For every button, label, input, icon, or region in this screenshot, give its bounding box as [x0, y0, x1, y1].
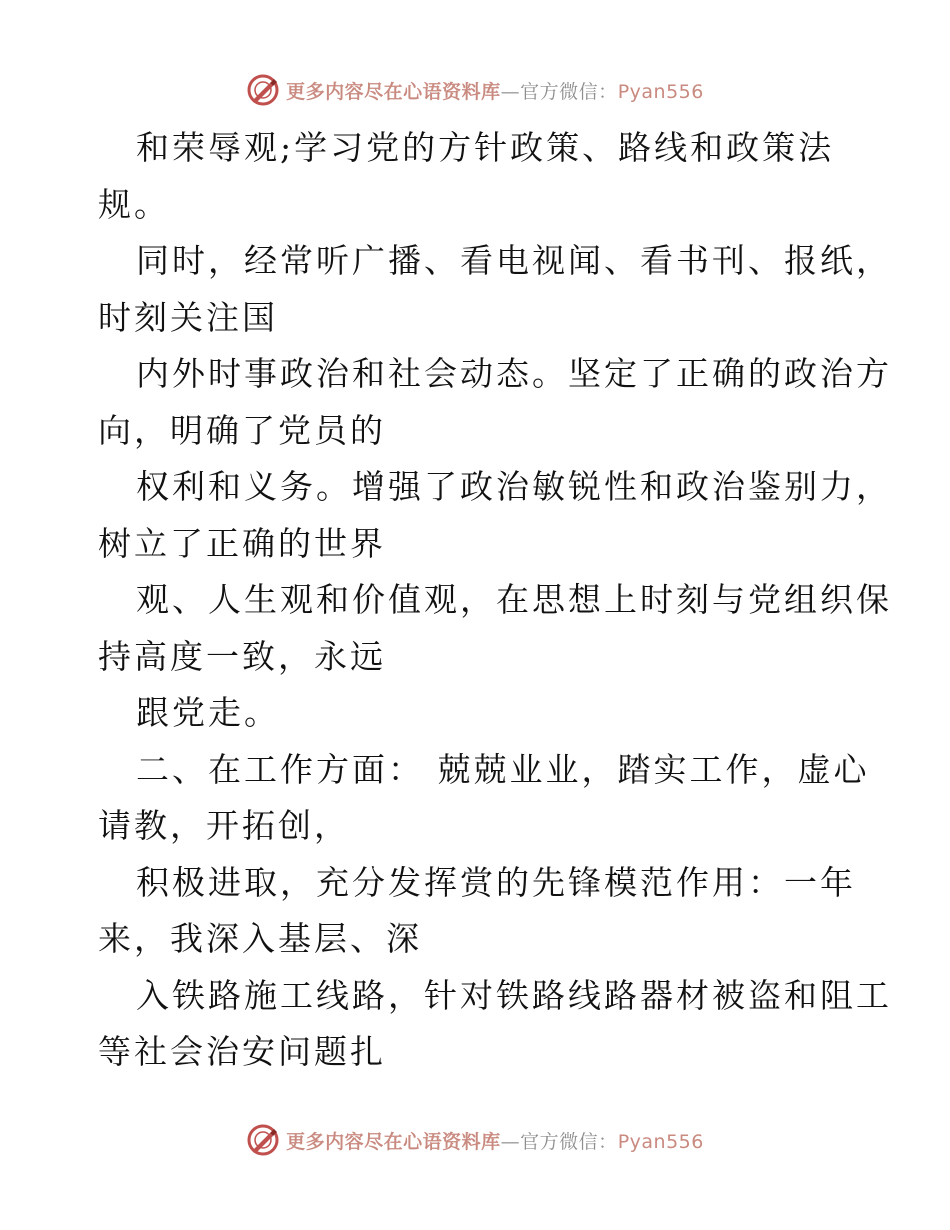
- header-dash: —: [500, 80, 521, 103]
- header-wechat-label: 官方微信：: [520, 80, 618, 103]
- body-text-line: 请教，开拓创，: [98, 806, 350, 845]
- footer-banner: [0, 1120, 950, 1160]
- body-text-line: 跟党走。: [136, 693, 280, 732]
- document-body: [98, 120, 892, 1081]
- body-text-line: 积极进取，充分发挥赏的先锋模范作用：一年: [136, 862, 856, 902]
- body-text-line: 来，我深入基层、深: [98, 919, 422, 958]
- footer-slogan: 更多内容尽在心语资料库: [286, 1130, 501, 1153]
- body-text-line: 等社会治安问题扎: [98, 1032, 386, 1071]
- footer-dash: —: [500, 1130, 521, 1153]
- body-text-line: 时刻关注国: [98, 297, 278, 337]
- header-wechat-account: Pyan556: [617, 80, 704, 103]
- body-text-line: 和荣辱观;学习党的方针政策、路线和政策法: [136, 128, 835, 167]
- header-slogan: 更多内容尽在心语资料库: [286, 80, 501, 103]
- footer-wechat-label: 官方微信：: [520, 1130, 618, 1153]
- body-text-line: 观、人生观和价值观，在思想上时刻与党组织保: [136, 580, 892, 619]
- pen-logo-icon: [246, 1123, 280, 1157]
- body-text-line: 入铁路施工线路，针对铁路线路器材被盗和阻工: [136, 975, 892, 1015]
- body-text-line: 规。: [98, 184, 170, 224]
- footer-wechat-account: Pyan556: [617, 1130, 704, 1153]
- footer-banner-inner: [246, 1123, 704, 1157]
- pen-logo-icon: [246, 73, 280, 107]
- body-text-line: 同时，经常听广播、看电视闻、看书刊、报纸，: [136, 241, 892, 280]
- header-banner-inner: [246, 73, 704, 107]
- header-banner-text: [286, 77, 704, 104]
- footer-banner-text: [286, 1127, 704, 1154]
- body-text-line: 二、在工作方面： 兢兢业业，踏实工作，虚心: [136, 749, 870, 789]
- body-text-line: 权利和义务。增强了政治敏锐性和政治鉴别力，: [136, 467, 892, 506]
- body-text-line: 持高度一致，永远: [98, 636, 386, 676]
- body-text-line: 向，明确了党员的: [98, 410, 386, 450]
- header-banner: [0, 70, 950, 110]
- body-text-line: 内外时事政治和社会动态。坚定了正确的政治方: [136, 354, 892, 393]
- body-text-line: 树立了正确的世界: [98, 523, 386, 563]
